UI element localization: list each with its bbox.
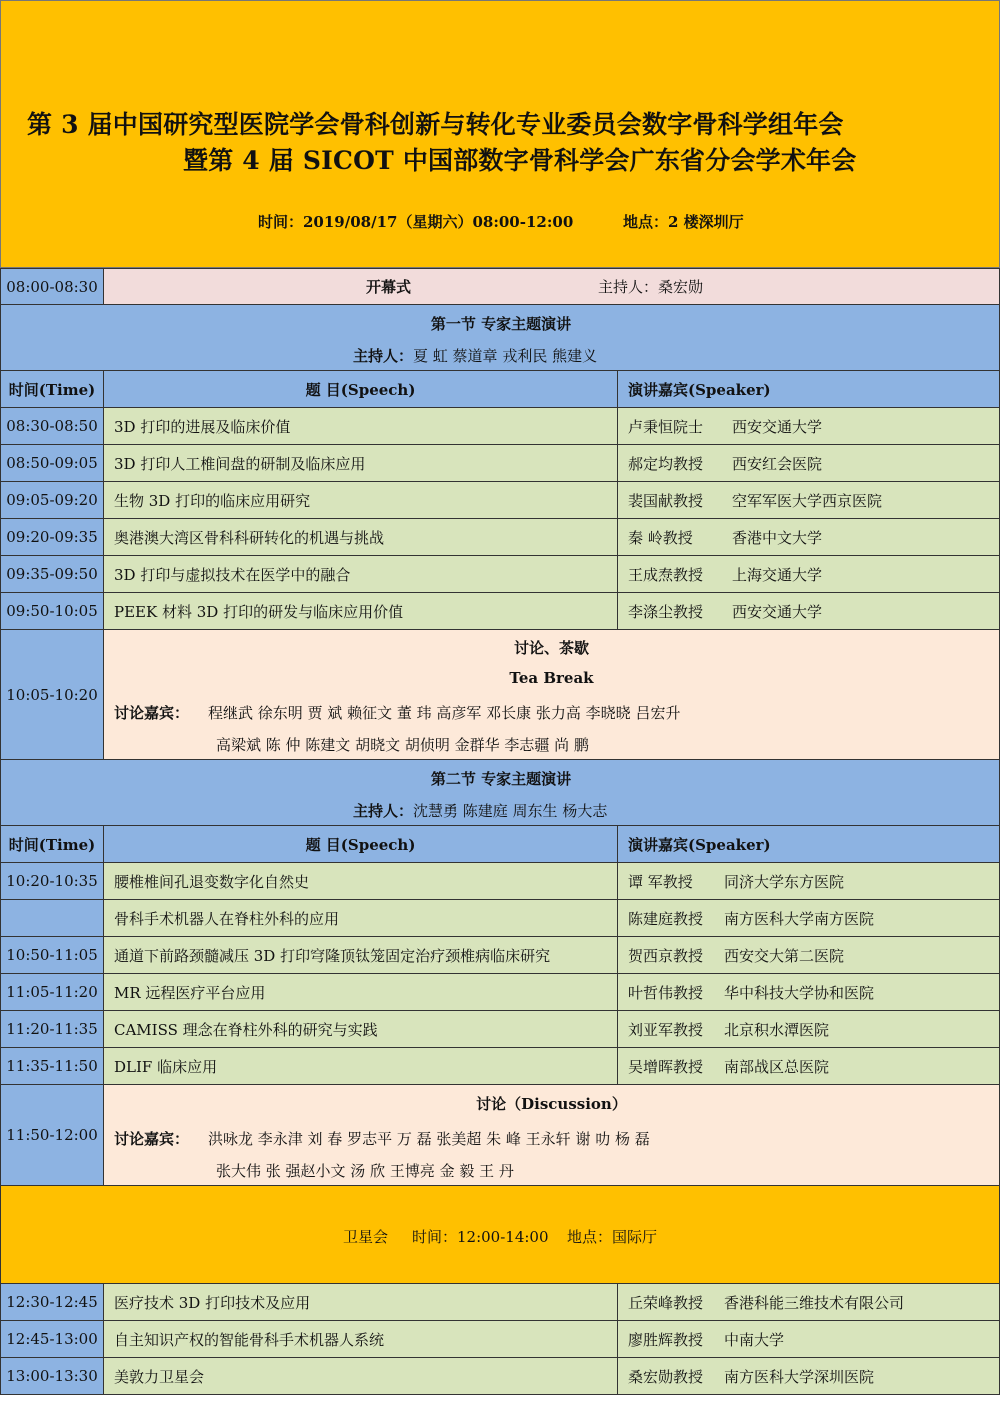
break-guests-line1: 程继武 徐东明 贾 斌 赖征文 董 玮 高彦军 邓长康 张力高 李晓晓 吕宏升 [208, 704, 681, 722]
break-title: 讨论、茶歇 [513, 639, 589, 657]
speaker-name: 刘亚军教授 [628, 1020, 704, 1039]
talk-time [0, 899, 104, 937]
talk-time: 11:05-11:20 [0, 973, 104, 1011]
talk-title: 3D 打印的进展及临床价值 [103, 407, 618, 445]
speaker-name: 卢秉恒院士 [628, 417, 704, 436]
section1-col-speech: 题 目(Speech) [103, 370, 618, 408]
speaker-institution: 西安交通大学 [732, 602, 823, 621]
talk-speaker-cell [617, 592, 1000, 630]
break-block [103, 629, 1000, 760]
opening-host: 主持人：桑宏勋 [598, 278, 704, 296]
opening-row [103, 268, 1000, 305]
satellite-place: 地点：国际厅 [567, 1228, 658, 1246]
speaker-name: 吴增晖教授 [628, 1057, 704, 1076]
satellite-speaker-cell [617, 1357, 1000, 1395]
talk-speaker-cell [617, 973, 1000, 1011]
speaker-institution: 北京积水潭医院 [724, 1020, 830, 1039]
speaker-institution: 华中科技大学协和医院 [724, 983, 875, 1002]
section2-title: 第二节 专家主题演讲 [430, 770, 572, 788]
talk-time: 08:50-09:05 [0, 444, 104, 482]
talk-speaker-cell [617, 407, 1000, 445]
satellite-talk-time: 13:00-13:30 [0, 1357, 104, 1395]
conference-place: 地点：2 楼深圳厅 [623, 213, 744, 231]
discussion-time: 11:50-12:00 [0, 1084, 104, 1186]
speaker-institution: 上海交通大学 [732, 565, 823, 584]
section1-header [0, 304, 1000, 371]
section2-host-label: 主持人： [353, 802, 414, 820]
section2-col-speech: 题 目(Speech) [103, 825, 618, 863]
speaker-institution: 中南大学 [724, 1330, 785, 1349]
discussion-guests-line2: 张大伟 张 强赵小文 汤 欣 王博亮 金 毅 王 丹 [216, 1162, 514, 1180]
speaker-name: 叶哲伟教授 [628, 983, 704, 1002]
talk-speaker-cell [617, 518, 1000, 556]
satellite-talk-title: 医疗技术 3D 打印技术及应用 [103, 1283, 618, 1321]
talk-time: 09:20-09:35 [0, 518, 104, 556]
conference-title-line1: 第 3 届中国研究型医院学会骨科创新与转化专业委员会数字骨科学组年会 [27, 110, 844, 139]
talk-speaker-cell [617, 899, 1000, 937]
discussion-title: 讨论（Discussion） [476, 1095, 627, 1113]
section1-host-names: 夏 虹 蔡道章 戎利民 熊建义 [413, 347, 598, 365]
satellite-label: 卫星会 [343, 1228, 389, 1246]
talk-speaker-cell [617, 936, 1000, 974]
section1-title: 第一节 专家主题演讲 [430, 315, 572, 333]
speaker-institution: 香港科能三维技术有限公司 [724, 1293, 905, 1312]
talk-title: 3D 打印与虚拟技术在医学中的融合 [103, 555, 618, 593]
talk-time: 09:05-09:20 [0, 481, 104, 519]
talk-speaker-cell [617, 1010, 1000, 1048]
talk-speaker-cell [617, 1047, 1000, 1085]
satellite-band [0, 1185, 1000, 1284]
conference-title-line2: 暨第 4 届 SICOT 中国部数字骨科学会广东省分会学术年会 [183, 146, 857, 175]
talk-time: 10:50-11:05 [0, 936, 104, 974]
speaker-name: 桑宏勋教授 [628, 1367, 704, 1386]
talk-title: MR 远程医疗平台应用 [103, 973, 618, 1011]
section2-host-names: 沈慧勇 陈建庭 周东生 杨大志 [413, 802, 608, 820]
speaker-institution: 南方医科大学南方医院 [724, 909, 875, 928]
talk-title: 通道下前路颈髓减压 3D 打印穹隆顶钛笼固定治疗颈椎病临床研究 [103, 936, 618, 974]
talk-speaker-cell [617, 481, 1000, 519]
talk-title: 奥港澳大湾区骨科科研转化的机遇与挑战 [103, 518, 618, 556]
break-guests-line2: 高梁斌 陈 仲 陈建文 胡晓文 胡侦明 金群华 李志疆 尚 鹏 [216, 736, 589, 754]
talk-time: 11:20-11:35 [0, 1010, 104, 1048]
section1-host [353, 345, 597, 366]
speaker-name: 廖胜辉教授 [628, 1330, 704, 1349]
satellite-talk-title: 自主知识产权的智能骨科手术机器人系统 [103, 1320, 618, 1358]
speaker-institution: 香港中文大学 [732, 528, 823, 547]
talk-speaker-cell [617, 862, 1000, 900]
satellite-time: 时间：12:00-14:00 [412, 1228, 549, 1246]
talk-time: 11:35-11:50 [0, 1047, 104, 1085]
speaker-name: 裴国献教授 [628, 491, 704, 510]
section2-col-speaker: 演讲嘉宾(Speaker) [617, 825, 1000, 863]
speaker-name: 王成焘教授 [628, 565, 704, 584]
talk-speaker-cell [617, 444, 1000, 482]
satellite-speaker-cell [617, 1320, 1000, 1358]
speaker-name: 郝定均教授 [628, 454, 704, 473]
speaker-institution: 西安交大第二医院 [724, 946, 845, 965]
speaker-institution: 南部战区总医院 [724, 1057, 830, 1076]
talk-time: 09:35-09:50 [0, 555, 104, 593]
speaker-institution: 同济大学东方医院 [724, 872, 845, 891]
talk-title: 3D 打印人工椎间盘的研制及临床应用 [103, 444, 618, 482]
satellite-talk-time: 12:30-12:45 [0, 1283, 104, 1321]
break-time: 10:05-10:20 [0, 629, 104, 760]
talk-title: DLIF 临床应用 [103, 1047, 618, 1085]
speaker-institution: 西安交通大学 [732, 417, 823, 436]
break-guests-label: 讨论嘉宾： [114, 704, 190, 722]
talk-title: 腰椎椎间孔退变数字化自然史 [103, 862, 618, 900]
section2-header [0, 759, 1000, 826]
satellite-talk-time: 12:45-13:00 [0, 1320, 104, 1358]
discussion-guests-line1: 洪咏龙 李永津 刘 春 罗志平 万 磊 张美超 朱 峰 王永轩 谢 叻 杨 磊 [208, 1130, 650, 1148]
talk-title: 骨科手术机器人在脊柱外科的应用 [103, 899, 618, 937]
speaker-name: 贺西京教授 [628, 946, 704, 965]
satellite-speaker-cell [617, 1283, 1000, 1321]
section2-host [353, 800, 607, 821]
section1-col-speaker: 演讲嘉宾(Speaker) [617, 370, 1000, 408]
conference-time: 时间：2019/08/17（星期六）08:00-12:00 [258, 213, 574, 231]
agenda-header [0, 0, 1000, 268]
speaker-institution: 南方医科大学深圳医院 [724, 1367, 875, 1386]
speaker-name: 秦 岭教授 [628, 528, 693, 547]
section1-col-time: 时间(Time) [0, 370, 104, 408]
talk-title: CAMISS 理念在脊柱外科的研究与实践 [103, 1010, 618, 1048]
speaker-institution: 空军军医大学西京医院 [732, 491, 883, 510]
talk-title: PEEK 材料 3D 打印的研发与临床应用价值 [103, 592, 618, 630]
opening-title: 开幕式 [366, 278, 412, 296]
discussion-guests-label: 讨论嘉宾： [114, 1130, 190, 1148]
speaker-name: 谭 军教授 [628, 872, 693, 891]
section1-host-label: 主持人： [353, 347, 414, 365]
talk-title: 生物 3D 打印的临床应用研究 [103, 481, 618, 519]
opening-time: 08:00-08:30 [0, 268, 104, 305]
talk-time: 09:50-10:05 [0, 592, 104, 630]
talk-speaker-cell [617, 555, 1000, 593]
speaker-name: 丘荣峰教授 [628, 1293, 704, 1312]
speaker-institution: 西安红会医院 [732, 454, 823, 473]
talk-time: 08:30-08:50 [0, 407, 104, 445]
satellite-talk-title: 美敦力卫星会 [103, 1357, 618, 1395]
speaker-name: 陈建庭教授 [628, 909, 704, 928]
section2-col-time: 时间(Time) [0, 825, 104, 863]
speaker-name: 李涤尘教授 [628, 602, 704, 621]
talk-time: 10:20-10:35 [0, 862, 104, 900]
discussion-block [103, 1084, 1000, 1186]
break-subtitle: Tea Break [509, 669, 594, 687]
